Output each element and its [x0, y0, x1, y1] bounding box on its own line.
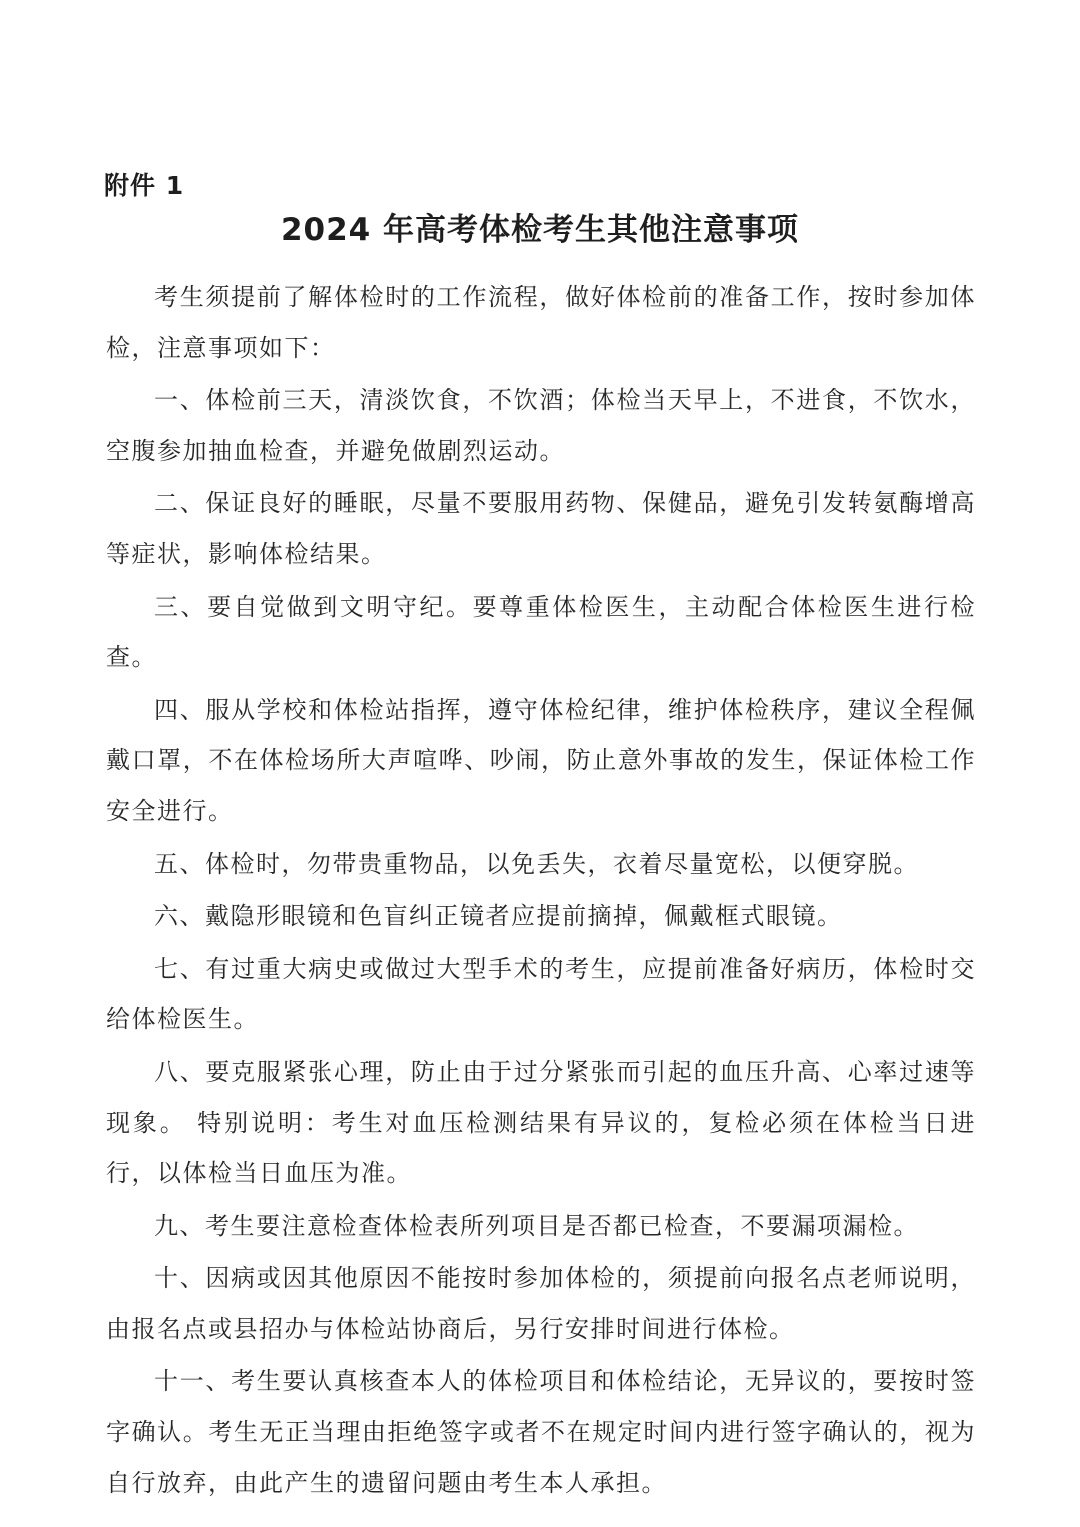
intro-paragraph: 考生须提前了解体检时的工作流程，做好体检前的准备工作，按时参加体检，注意事项如下：	[106, 283, 976, 362]
notice-item-4: 四、服从学校和体检站指挥，遵守体检纪律，维护体检秩序，建议全程佩戴口罩，不在体检场所大声喧哗、吵闹，防止意外事故的发生，保证体检工作安全进行。	[106, 695, 976, 825]
notice-item-3: 三、要自觉做到文明守纪。要尊重体检医生，主动配合体检医生进行检查。	[106, 592, 976, 672]
document-body	[106, 272, 976, 1510]
notice-item-2: 二、保证良好的睡眠，尽量不要服用药物、保健品，避免引发转氨酶增高等症状，影响体检结果。	[106, 489, 976, 568]
notice-item-7: 七、有过重大病史或做过大型手术的考生，应提前准备好病历，体检时交给体检医生。	[106, 954, 976, 1034]
notice-item-11: 十一、考生要认真核查本人的体检项目和体检结论，无异议的，要按时签字确认。考生无正当理由拒绝签字或者不在规定时间内进行签字确认的，视为自行放弃，由此产生的遗留问题由考生本人承担。	[106, 1367, 976, 1497]
notice-item-8: 八、要克服紧张心理，防止由于过分紧张而引起的血压升高、心率过速等现象。 特别说明：考生对血压检测结果有异议的，复检必须在体检当日进行，以体检当日血压为准。	[106, 1057, 976, 1188]
attachment-label: 附件 1	[104, 171, 185, 200]
notice-item-1: 一、体检前三天，清淡饮食，不饮酒；体检当天早上，不进食，不饮水，空腹参加抽血检查，并避免做剧烈运动。	[106, 386, 976, 465]
notice-item-9: 九、考生要注意检查体检表所列项目是否都已检查，不要漏项漏检。	[154, 1211, 919, 1240]
document-title: 2024 年高考体检考生其他注意事项	[280, 212, 800, 248]
notice-item-10: 十、因病或因其他原因不能按时参加体检的，须提前向报名点老师说明，由报名点或县招办与体检站协商后，另行安排时间进行体检。	[106, 1264, 976, 1343]
notice-item-6: 六、戴隐形眼镜和色盲纠正镜者应提前摘掉，佩戴框式眼镜。	[154, 902, 843, 931]
notice-item-5: 五、体检时，勿带贵重物品，以免丢失，衣着尽量宽松，以便穿脱。	[154, 849, 919, 878]
